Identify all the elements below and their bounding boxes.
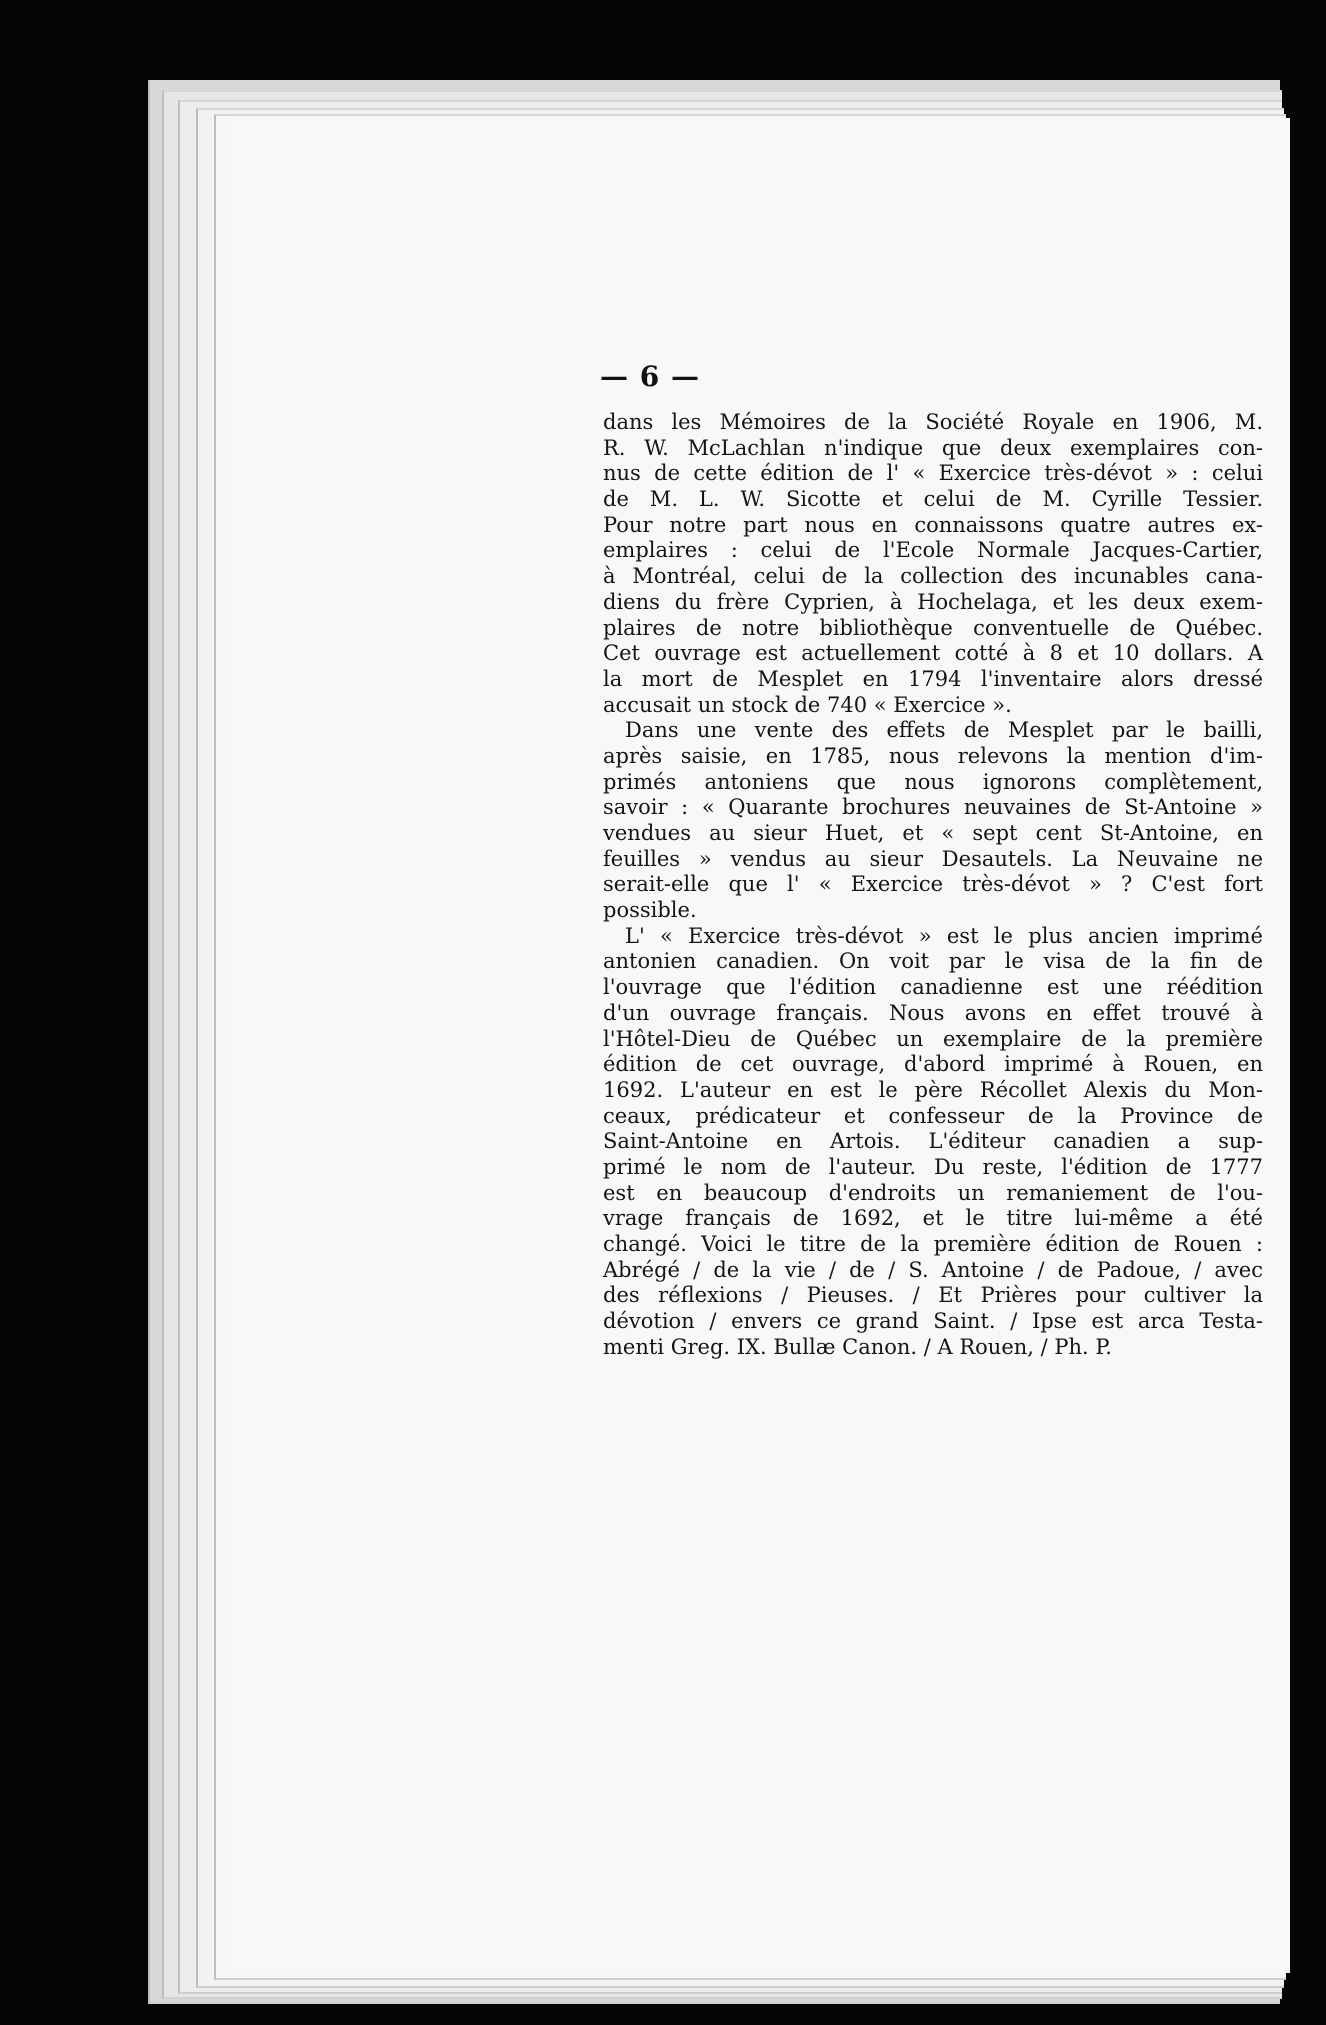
text-line: à Montréal, celui de la collection des incunables cana- (603, 564, 1263, 589)
text-line: R. W. McLachlan n'indique que deux exemplaires con- (603, 435, 1263, 460)
text-line: est en beaucoup d'endroits un remaniement de l'ou- (603, 1180, 1263, 1205)
text-line: l'Hôtel-Dieu de Québec un exemplaire de la première (603, 1026, 1263, 1051)
text-line: emplaires : celui de l'Ecole Normale Jacques-Cartier, (603, 538, 1263, 563)
body-text (603, 410, 1263, 1360)
page-number: — 6 — (600, 360, 700, 393)
text-line: Saint-Antoine en Artois. L'éditeur canadien a sup- (603, 1129, 1263, 1154)
paragraph (603, 924, 1263, 1361)
text-line: après saisie, en 1785, nous relevons la mention d'im- (603, 743, 1263, 768)
text-line: diens du frère Cyprien, à Hochelaga, et les deux exem- (603, 589, 1263, 614)
text-line: ceaux, prédicateur et confesseur de la Province de (603, 1103, 1263, 1128)
text-line: Dans une vente des effets de Mesplet par le bailli, (625, 718, 1263, 743)
text-line: vrage français de 1692, et le titre lui-même a été (603, 1206, 1263, 1231)
text-line: serait-elle que l' « Exercice très-dévot » ? C'est fort (603, 872, 1263, 897)
text-line: la mort de Mesplet en 1794 l'inventaire alors dressé (603, 666, 1263, 691)
text-line: accusait un stock de 740 « Exercice ». (603, 692, 1012, 717)
text-line: primés antoniens que nous ignorons complètement, (603, 769, 1263, 794)
text-line: savoir : « Quarante brochures neuvaines de St-Antoine » (603, 795, 1263, 820)
text-line: l'ouvrage que l'édition canadienne est une réédition (603, 975, 1263, 1000)
text-line: nus de cette édition de l' « Exercice très-dévot » : celui (603, 461, 1263, 486)
text-line: primé le nom de l'auteur. Du reste, l'édition de 1777 (603, 1154, 1263, 1179)
text-line: édition de cet ouvrage, d'abord imprimé à Rouen, en (603, 1052, 1263, 1077)
text-line: antonien canadien. On voit par le visa de la fin de (603, 949, 1263, 974)
text-line: dans les Mémoires de la Société Royale en 1906, M. (603, 410, 1263, 434)
text-line: Abrégé / de la vie / de / S. Antoine / de Padoue, / avec (603, 1257, 1263, 1282)
text-line: Pour notre part nous en connaissons quatre autres ex- (603, 512, 1263, 537)
text-line: de M. L. W. Sicotte et celui de M. Cyrille Tessier. (603, 487, 1263, 512)
text-line: des réflexions / Pieuses. / Et Prières pour cultiver la (603, 1283, 1263, 1308)
text-line: vendues au sieur Huet, et « sept cent St-Antoine, en (603, 821, 1263, 845)
text-line: feuilles » vendus au sieur Desautels. La Neuvaine ne (603, 846, 1263, 871)
paragraph (603, 410, 1263, 718)
paragraph (603, 718, 1263, 924)
text-line: plaires de notre bibliothèque conventuelle de Québec. (603, 615, 1263, 640)
text-line: possible. (603, 898, 697, 923)
text-line: d'un ouvrage français. Nous avons en effet trouvé à (603, 1000, 1263, 1025)
text-line: changé. Voici le titre de la première édition de Rouen : (603, 1232, 1263, 1256)
text-line: menti Greg. IX. Bullæ Canon. / A Rouen, / Ph. P. (603, 1334, 1112, 1359)
text-line: Cet ouvrage est actuellement cotté à 8 et 10 dollars. A (603, 641, 1263, 666)
text-line: L' « Exercice très-dévot » est le plus ancien imprimé (625, 923, 1263, 948)
text-line: 1692. L'auteur en est le père Récollet Alexis du Mon- (603, 1077, 1263, 1102)
text-line: dévotion / envers ce grand Saint. / Ipse est arca Testa- (603, 1309, 1263, 1334)
